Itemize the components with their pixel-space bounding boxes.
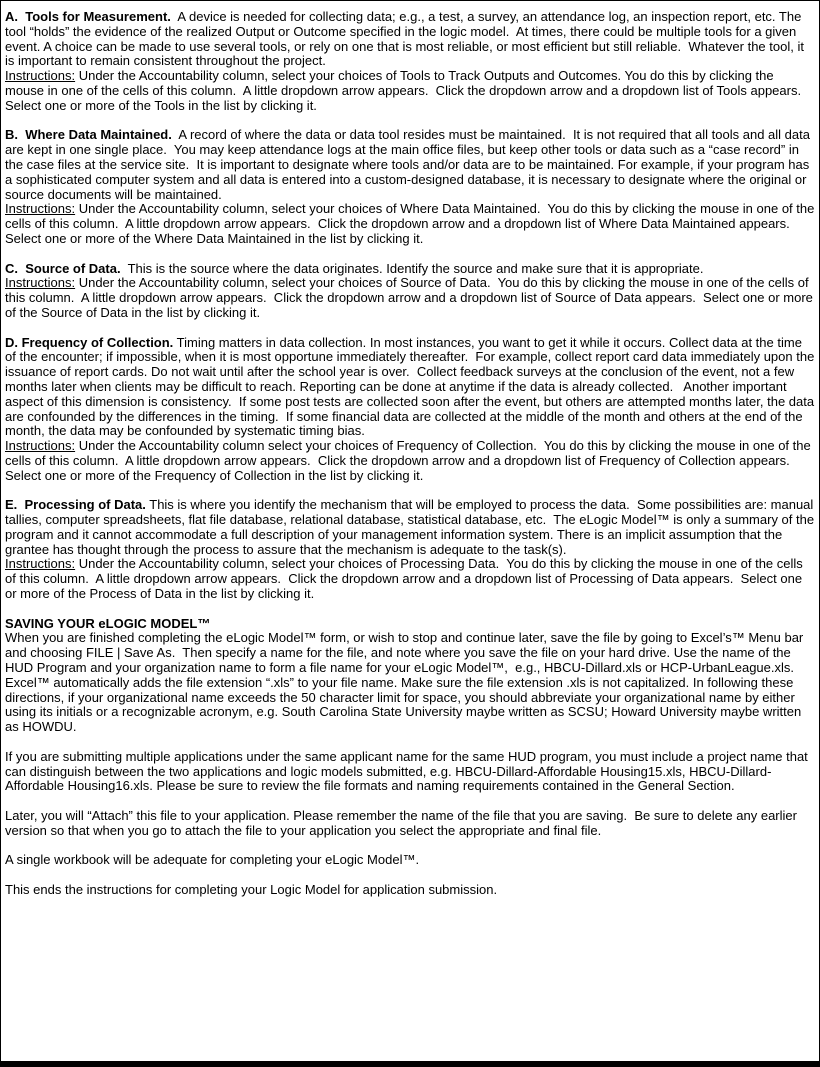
instructions-text: Under the Accountability column select your choices of Frequency of Collection. You do this by clicking the mouse in one of the cells of this column. A little dropdown arrow appears. Click the dropdown arrow and a dropdown list of Frequency of Collection appears. Select one or more of the Frequency of Collection in the list by clicking it.: [5, 438, 815, 483]
saving-heading: SAVING YOUR eLOGIC MODEL™: [5, 615, 211, 631]
instructions-label: Instructions:: [5, 201, 76, 217]
section-body: [5, 10, 815, 69]
section-text: This is where you identify the mechanism that will be employed to process the data. Some possibilities are: manual tallies, computer spreadsheets, flat file database, relational database, statistical database, etc. The eLogic Model™ is only a summary of the program and it cannot accommodate a full description of your management information system. There is an implicit assumption that the grantee has thought through the process to assure that the mechanism is adequate to the task(s).: [5, 497, 818, 557]
section-heading: E. Processing of Data.: [5, 497, 146, 513]
paragraph-end-of-instructions: This ends the instructions for completing your Logic Model for application submission.: [5, 882, 498, 898]
instructions-text: Under the Accountability column, select your choices of Where Data Maintained. You do this by clicking the mouse in one of the cells of this column. A little dropdown arrow appears. Click the dropdown arrow and a dropdown list of Where Data Maintained appears. Select one or more of the Where Data Maintained in the list by clicking it.: [5, 201, 818, 246]
section-heading: A. Tools for Measurement.: [5, 9, 171, 24]
instructions-text: Under the Accountability column, select your choices of Processing Data. You do this by clicking the mouse in one of the cells of this column. A little dropdown arrow appears. Click the dropdown arrow and a dropdown list of Processing of Data appears. Select one or more of the Process of Data in the list by clicking it.: [5, 556, 807, 602]
section-processing-of-data: [5, 497, 818, 602]
section-instructions: [5, 201, 818, 246]
section-tools-for-measurement: [5, 10, 815, 114]
section-instructions: [5, 276, 815, 320]
section-body: [5, 334, 818, 440]
section-body: [5, 128, 815, 202]
section-text: Timing matters in data collection. In most instances, you want to get it while it occurs. Collect data at the time of the encounter; if impossible, when it is most opportune immediately thereafter. For example, collect report card data immediately upon the issuance of report cards. Do not wait until after the school year is over. Collect feedback surveys at the conclusion of the event, not a few months later when clients may be difficult to reach. Reporting can be done at anytime if the data is already collected. Another important aspect of this dimension is consistency. If some post tests are collected soon after the event, but others are attempted months later, the data are confounded by the differences in the timing. If some financial data are collected at the middle of the month and others at the end of the month, the data may be confounded by systematic timing bias.: [5, 334, 818, 439]
section-body: [5, 497, 818, 557]
section-instructions: [5, 439, 815, 483]
paragraph-single-workbook: A single workbook will be adequate for completing your eLogic Model™.: [5, 852, 420, 868]
saving-body: When you are finished completing the eLogic Model™ form, or wish to stop and continue later, save the file by going to Excel’s™ Menu bar and choosing FILE | Save As. Then specify a name for the file, and note where you save the file on your hard drive. Use the name of the HUD Program and your organization name to form a file name for your eLogic Model™, e.g., HBCU-Dillard.xls or HCP-UrbanLeague.xls. Excel™ automatically adds the file extension “.xls” to your file name. Make sure the file extension .xls is not capitalized. In following these directions, if your organizational name exceeds the 50 character limit for space, you should abbreviate your organizational name by either using its initials or a recognizable acronym, e.g. South Carolina State University maybe written as SCSU; Howard University maybe written as HOWDU.: [5, 630, 807, 735]
section-instructions: [5, 69, 815, 113]
section-frequency-of-collection: [5, 334, 818, 484]
section-heading: C. Source of Data.: [5, 260, 121, 276]
section-body: [5, 262, 815, 277]
instructions-label: Instructions:: [5, 275, 76, 291]
paragraph-multiple-applications: If you are submitting multiple applications under the same applicant name for the same HUD program, you must include a project name that can distinguish between the two applications and logic models submitted, e.g. HBCU-Dillard-Affordable Housing15.xls, HBCU-Dillard-Affordable Housing16.xls. Please be sure to review the file formats and naming requirements contained in the General Section.: [5, 748, 812, 794]
instructions-label: Instructions:: [5, 438, 76, 454]
instructions-label: Instructions:: [5, 556, 76, 572]
section-text: A record of where the data or data tool resides must be maintained. It is not required that all tools and all data are kept in one single place. You may keep attendance logs at the main office files, but keep other tools or data such as a “case record” in the case files at the service site. It is important to designate where tools and/or data are to be maintained. For example, if your program has a sophisticated computer system and all data is entered into a custom-designed database, it is necessary to designate where the original or source documents will be maintained.: [5, 127, 814, 202]
section-text: This is the source where the data originates. Identify the source and make sure that it is appropriate.: [120, 260, 704, 276]
instructions-text: Under the Accountability column, select your choices of Tools to Track Outputs and Outcomes. You do this by clicking the mouse in one of the cells of this column. A little dropdown arrow appears. Click the dropdown arrow and a dropdown list of Tools appears. Select one or more of the Tools in the list by clicking it.: [5, 68, 809, 113]
section-saving-your-elogic-model: [5, 617, 815, 735]
paragraph-attach-file: Later, you will “Attach” this file to your application. Please remember the name of the file that you are saving. Be sure to delete any earlier version so that when you go to attach the file to your application you select the appropriate and final file.: [5, 808, 801, 838]
instructions-label: Instructions:: [5, 68, 76, 84]
section-where-data-maintained: [5, 127, 818, 246]
section-instructions: [5, 557, 815, 601]
bottom-border-bar: [1, 1061, 819, 1066]
section-text: A device is needed for collecting data; e.g., a test, a survey, an attendance log, an inspection report, etc. The tool “holds” the evidence of the realized Output or Outcome specified in the logic model. At times, there could be multiple tools for a given event. A choice can be made to use several tools, or rely on one that is most reliable, or most efficient but still reliable. Whatever the tool, it is important to remain consistent throughout the project.: [5, 9, 808, 69]
section-heading: B. Where Data Maintained.: [5, 127, 172, 143]
section-heading: D. Frequency of Collection.: [5, 334, 174, 350]
saving-heading-line: [5, 617, 815, 632]
instructions-text: Under the Accountability column, select your choices of Source of Data. You do this by clicking the mouse in one of the cells of this column. A little dropdown arrow appears. Click the dropdown arrow and a dropdown list of Source of Data appears. Select one or more of the Source of Data in the list by clicking it.: [5, 275, 817, 320]
section-source-of-data: [5, 262, 815, 321]
